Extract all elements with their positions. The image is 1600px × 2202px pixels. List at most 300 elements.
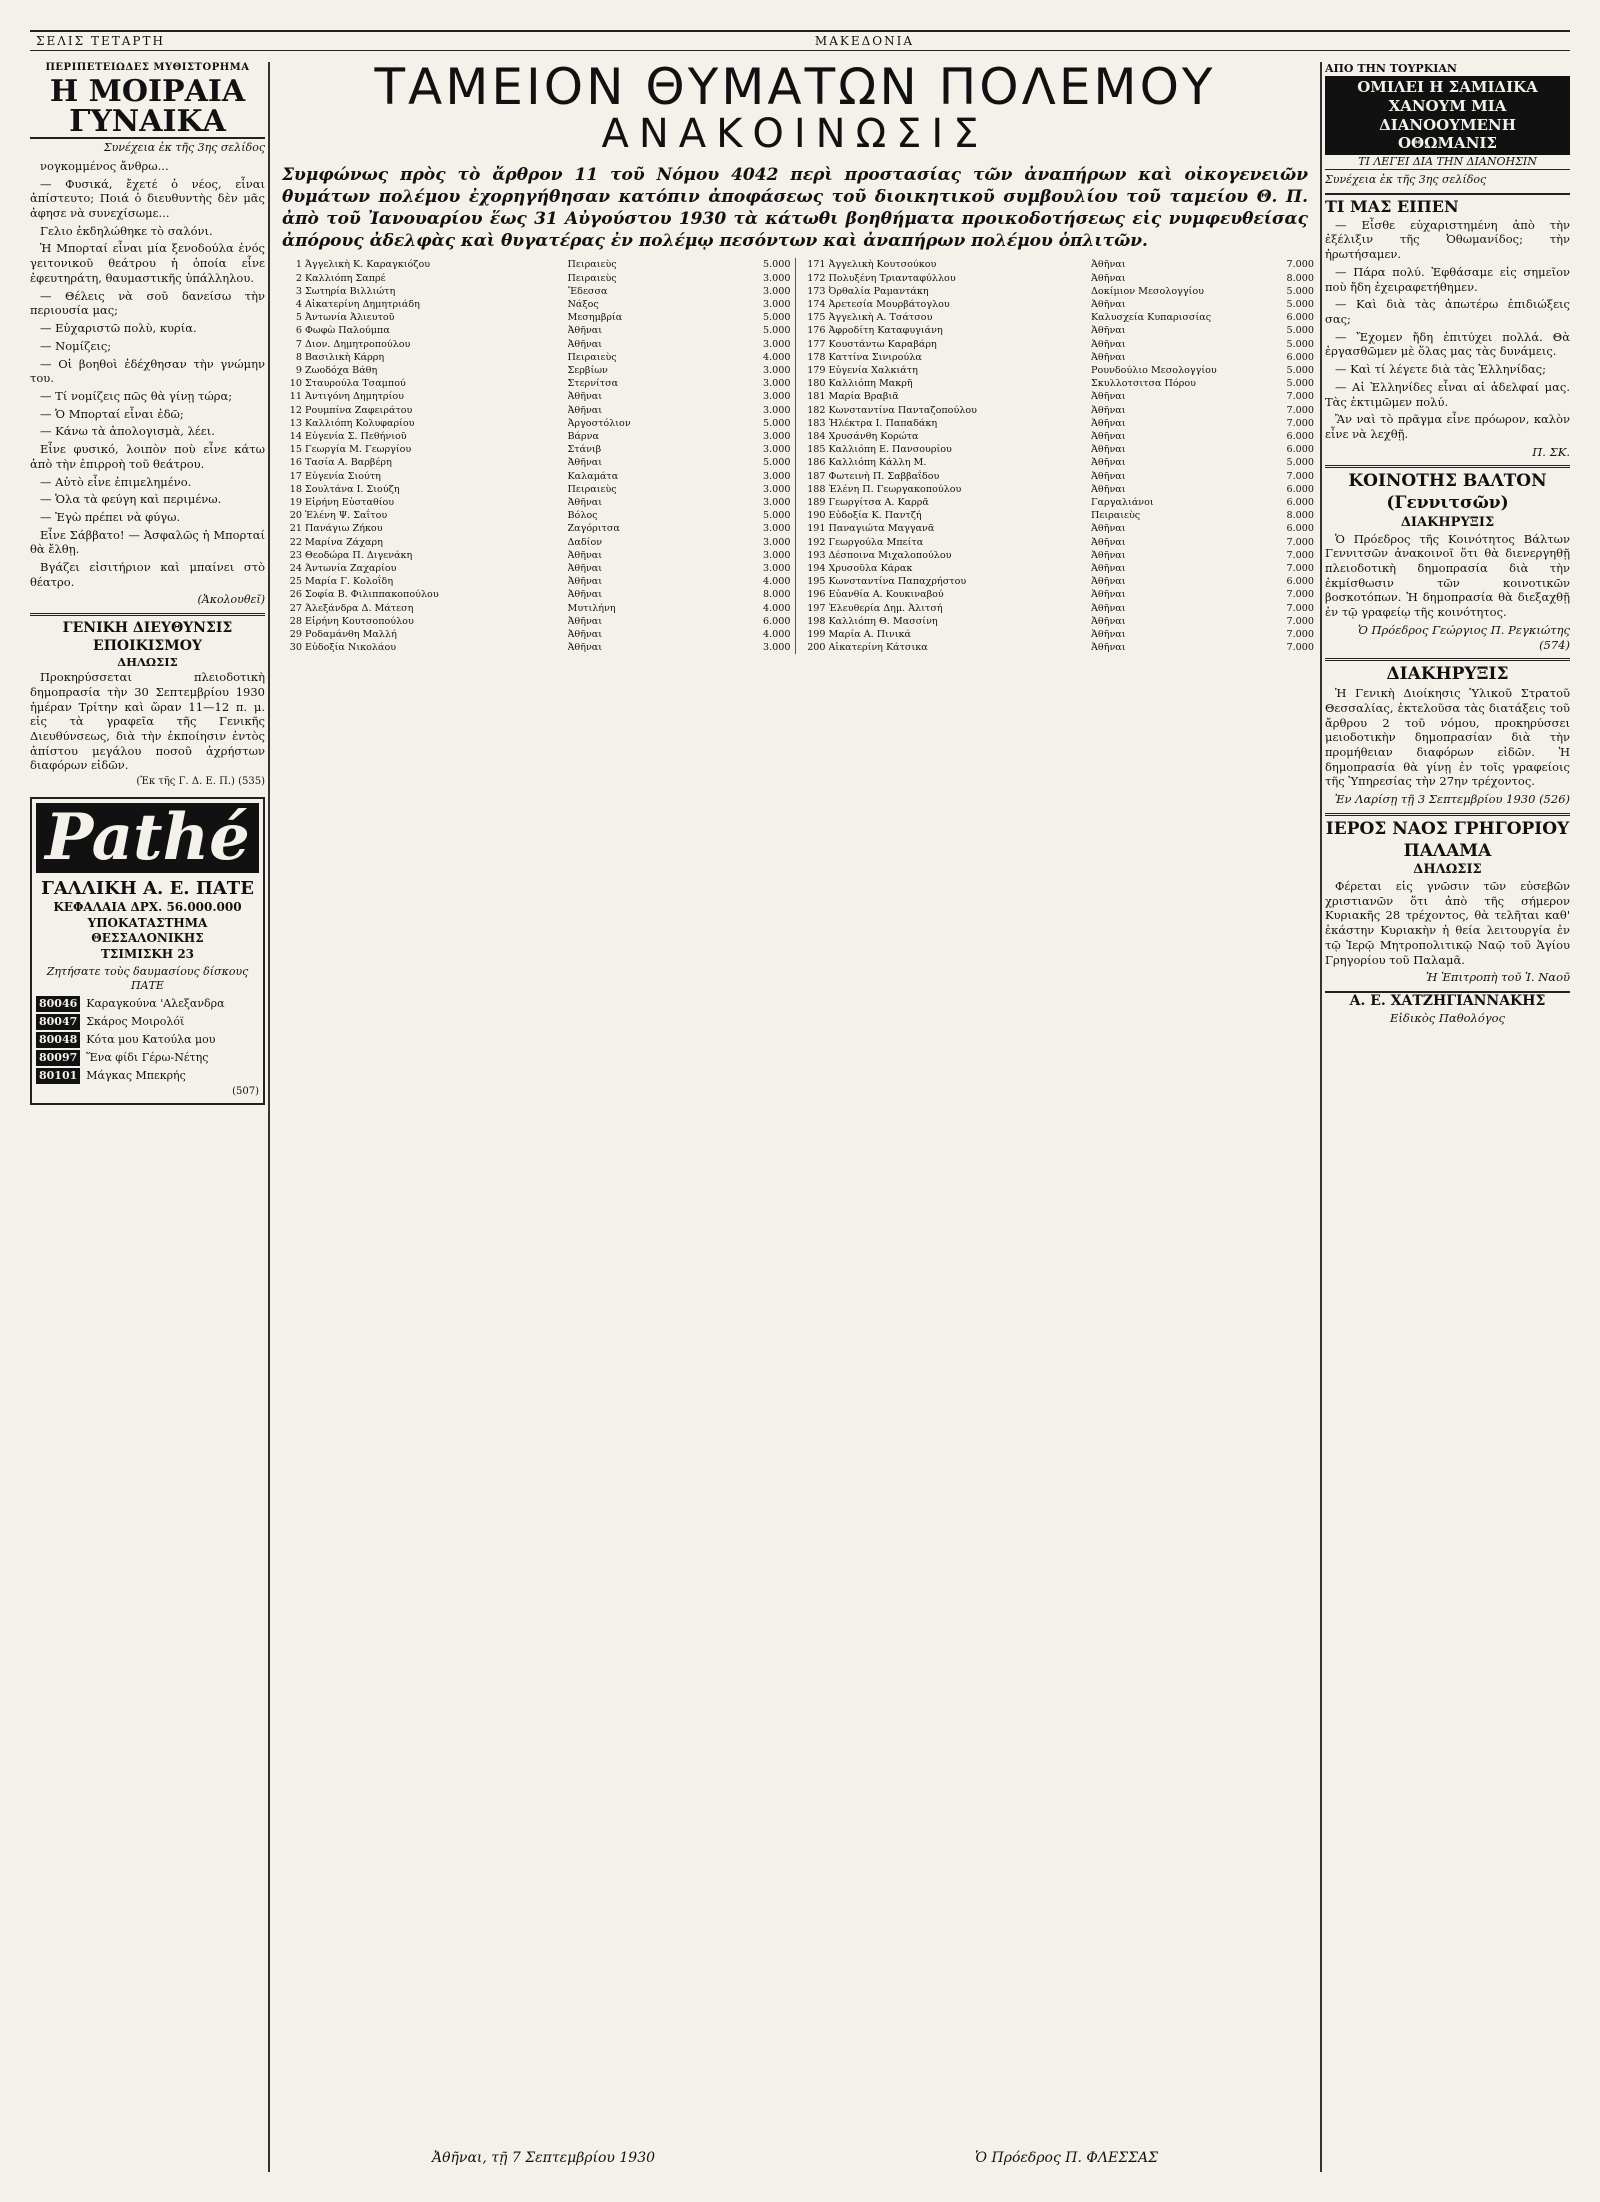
- table-row: [276, 443, 791, 456]
- row-number: 188: [807, 483, 826, 495]
- table-row: [800, 272, 1315, 285]
- beneficiary-place: Ἀθῆναι: [567, 404, 603, 416]
- beneficiary-name: Κωνσταντίνα Πανταζοπούλου: [828, 404, 977, 416]
- table-row: [800, 404, 1315, 417]
- beneficiary-amount: 6.000: [1286, 523, 1314, 535]
- notice1-text: Ὁ Πρόεδρος τῆς Κοινότητος Βάλτων Γεννιτσῶν ἀνακοινοῖ ὅτι θὰ διενεργηθῇ πλειοδοτικὴ δημοπρασία διὰ τὴν ἐκμίσθωσιν τῶν κοινοτικῶν βοσκοτόπων. Ἡ δημοπρασία θὰ διεξαχθῇ ἐν τῷ γραφείῳ τῆς κοινότητος.: [1325, 531, 1570, 620]
- row-number: 2: [295, 272, 302, 284]
- beneficiary-amount: 3.000: [763, 365, 791, 376]
- beneficiary-amount: 3.000: [763, 378, 791, 390]
- beneficiary-amount: 6.000: [1286, 431, 1314, 443]
- notice1-sub: ΔΙΑΚΗΡΥΞΙΣ: [1400, 514, 1495, 530]
- beneficiary-place: Ἀθῆναι: [1091, 444, 1126, 456]
- beneficiary-place: Πειραιεὺς: [567, 483, 617, 495]
- table-row: [800, 377, 1315, 390]
- story-paragraph: — Οἱ βοηθοὶ ἐδέχθησαν τὴν γνώμην του.: [30, 356, 265, 386]
- beneficiary-name: Δέσποινα Μιχαλοπούλου: [828, 549, 952, 561]
- beneficiary-name: Ἐλευθερία Δημ. Ἀλιτσή: [828, 602, 943, 614]
- beneficiary-place: Ἀθῆναι: [1091, 642, 1126, 654]
- notice2-sig: Ἐν Λαρίσῃ τῇ 3 Σεπτεμβρίου 1930 (526): [1334, 792, 1570, 807]
- table-row: [800, 496, 1315, 509]
- story-body: [30, 159, 265, 590]
- row-number: 189: [807, 497, 826, 509]
- beneficiary-place: Ἀθῆναι: [1091, 417, 1126, 429]
- beneficiary-name: Καλλιόπη Κολυφαρίου: [305, 417, 415, 429]
- beneficiary-amount: 5.000: [763, 510, 791, 522]
- table-row: [276, 272, 791, 285]
- beneficiary-amount: 7.000: [1286, 391, 1314, 403]
- table-row: [800, 324, 1315, 337]
- beneficiary-amount: 8.000: [1286, 510, 1314, 522]
- ad-intro: Ζητήσατε τοὺς δαυμασίους δίσκους ΠΑΤΕ: [46, 964, 249, 992]
- beneficiary-place: Ἀθῆναι: [1091, 602, 1126, 614]
- beneficiary-name: Ἀγγελικὴ Κουτσούκου: [828, 259, 937, 271]
- row-number: 29: [289, 629, 302, 641]
- table-row: [276, 496, 791, 509]
- row-number: 195: [807, 576, 826, 588]
- row-number: 179: [807, 365, 826, 376]
- beneficiary-name: Εἰρήνη Κουτσοπούλου: [305, 615, 414, 627]
- interview-paragraph: — Εἶσθε εὐχαριστημένη ἀπὸ τὴν ἐξέλιξιν τῆς Ὀθωμανίδος; τὴν ἠρωτήσαμεν.: [1325, 217, 1570, 262]
- table-row: [276, 338, 791, 351]
- row-number: 187: [807, 470, 826, 482]
- beneficiary-place: Μυτιλήνη: [567, 602, 616, 614]
- row-number: 11: [289, 391, 302, 403]
- beneficiary-amount: 3.000: [763, 470, 791, 482]
- interview-paragraph: — Καὶ τί λέγετε διὰ τὰς Ἑλληνίδας;: [1335, 362, 1546, 377]
- beneficiary-name: Καλλιόπη Σαπρέ: [305, 272, 386, 284]
- beneficiary-place: Ἀθῆναι: [567, 629, 603, 641]
- beneficiary-amount: 8.000: [1286, 272, 1314, 284]
- beneficiary-name: Χρυσάνθη Κορώτα: [828, 431, 919, 443]
- notice2-title: ΔΙΑΚΗΡΥΞΙΣ: [1325, 658, 1570, 686]
- notice-sub: ΔΗΛΩΣΙΣ: [117, 655, 178, 670]
- interview-head: ΤΙ ΜΑΣ ΕΙΠΕΝ: [1325, 193, 1570, 217]
- beneficiary-place: Ἀθῆναι: [1091, 629, 1126, 641]
- beneficiary-name: Εὐγενία Σιούτη: [305, 470, 381, 482]
- row-number: 22: [289, 536, 302, 548]
- row-number: 3: [295, 285, 302, 297]
- beneficiary-amount: 5.000: [763, 417, 791, 429]
- beneficiary-name: Πανάγιω Ζήκου: [305, 523, 383, 535]
- beneficiary-name: Ὀρθαλία Ραμαντάκη: [828, 285, 929, 297]
- beneficiary-name: Μαρία Βραβιᾶ: [828, 391, 899, 403]
- right-column: [1325, 62, 1570, 2172]
- beneficiary-amount: 5.000: [1286, 378, 1314, 390]
- notice2-text: Ἡ Γενικὴ Διοίκησις Ὑλικοῦ Στρατοῦ Θεσσαλίας, ἐκτελοῦσα τὰς διατάξεις τοῦ ἄρθρου 2 τοῦ νόμου, προκηρύσσει μειοδοτικὴν δημοπρασίαν διὰ τὴν προμήθειαν διαφόρων εἰδῶν. Ἡ δημοπρασία θὰ γίνῃ ἐν τοῖς γραφείοις τῆς Ὑπηρεσίας τὴν 27ην τρέχοντος.: [1325, 686, 1570, 789]
- beneficiary-name: Εὐγενία Χαλκιάτη: [828, 365, 918, 376]
- ad-branch: ΥΠΟΚΑΤΑΣΤΗΜΑ ΘΕΣΣΑΛΟΝΙΚΗΣ: [87, 915, 208, 946]
- table-row: [276, 602, 791, 615]
- table-row: [276, 575, 791, 588]
- table-row: [276, 615, 791, 628]
- beneficiary-name: Εὐδοξία Νικολάου: [305, 642, 397, 654]
- beneficiary-place: Πειραιεὺς: [567, 351, 617, 363]
- beneficiary-place: Ἀθῆναι: [1091, 576, 1126, 588]
- beneficiary-name: Καλλιόπη Κάλλη Μ.: [828, 457, 927, 469]
- story-paragraph: — Νομίζεις;: [40, 338, 112, 353]
- beneficiary-place: Ἀθῆναι: [1091, 325, 1126, 337]
- main-subtitle: ΑΝΑΚΟΙΝΩΣΙΣ: [601, 111, 989, 157]
- beneficiary-amount: 3.000: [763, 285, 791, 297]
- story-paragraph: — Θέλεις νὰ σοῦ δανείσω τὴν περιουσία μας;: [30, 288, 265, 318]
- beneficiary-place: Ἀθῆναι: [1091, 404, 1126, 416]
- beneficiary-place: Ἀθῆναι: [1091, 431, 1126, 443]
- row-number: 178: [807, 351, 826, 363]
- beneficiary-amount: 3.000: [763, 444, 791, 456]
- beneficiary-place: Ἀθῆναι: [1091, 483, 1126, 495]
- beneficiary-place: Καλυσχεία Κυπαρισσίας: [1091, 312, 1212, 324]
- interview-paragraph: — Πάρα πολύ. Ἐφθάσαμε εἰς σημεῖον ποὺ ἤδη ἐχειραφετήθημεν.: [1325, 264, 1570, 294]
- row-number: 25: [289, 576, 302, 588]
- beneficiary-amount: 7.000: [1286, 589, 1314, 601]
- beneficiary-place: Ἀργοστόλιον: [567, 417, 631, 429]
- notice1-sig: Ὁ Πρόεδρος Γεώργιος Π. Ρεγκιώτης (574): [1357, 622, 1570, 652]
- row-number: 30: [289, 642, 302, 654]
- table-column: [796, 258, 1319, 654]
- row-number: 13: [289, 417, 302, 429]
- beneficiary-name: Καλλιόπη Θ. Μασσίνη: [828, 615, 938, 627]
- beneficiary-place: Βόλος: [567, 510, 598, 522]
- table-row: [800, 390, 1315, 403]
- beneficiary-amount: 5.000: [763, 312, 791, 324]
- beneficiary-name: Σωτηρία Βιλλιώτη: [305, 285, 396, 297]
- beneficiary-name: Διον. Δημητροπούλου: [305, 338, 411, 350]
- beneficiary-amount: 6.000: [1286, 444, 1314, 456]
- beneficiary-place: Σερβίων: [567, 365, 608, 376]
- table-row: [276, 522, 791, 535]
- beneficiary-amount: 5.000: [763, 457, 791, 469]
- story-paragraph: — Ὁλα τὰ φεύγη καὶ περιμένω.: [40, 492, 222, 507]
- beneficiary-place: Μεσημβρία: [567, 312, 623, 324]
- row-number: 18: [289, 483, 302, 495]
- beneficiary-amount: 6.000: [763, 615, 791, 627]
- beneficiary-amount: 7.000: [1286, 615, 1314, 627]
- beneficiary-amount: 7.000: [1286, 404, 1314, 416]
- row-number: 196: [807, 589, 826, 601]
- beneficiary-name: Καλλιόπη Ε. Πανσουρίου: [828, 444, 952, 456]
- beneficiary-place: Πειραιεὺς: [567, 259, 617, 271]
- table-row: [800, 588, 1315, 601]
- beneficiary-name: Καλλιόπη Μακρῆ: [828, 378, 913, 390]
- record-code: 80097: [36, 1050, 80, 1066]
- beneficiary-place: Ἀθῆναι: [1091, 470, 1126, 482]
- beneficiary-place: Ἀθῆναι: [567, 576, 603, 588]
- row-number: 4: [295, 298, 302, 310]
- row-number: 176: [807, 325, 826, 337]
- row-number: 7: [295, 338, 302, 350]
- row-number: 171: [807, 259, 826, 271]
- beneficiary-table: [272, 258, 1318, 654]
- row-number: 194: [807, 563, 826, 575]
- story-headline: Η ΜΟΙΡΑΙΑ ΓΥΝΑΙΚΑ: [30, 77, 265, 139]
- table-row: [276, 430, 791, 443]
- beneficiary-amount: 3.000: [763, 404, 791, 416]
- beneficiary-name: Ἀντωνία Ζαχαρίου: [305, 563, 397, 575]
- table-row: [276, 258, 791, 271]
- table-row: [800, 456, 1315, 469]
- row-number: 19: [289, 497, 302, 509]
- notice3-sig: Ἡ Ἐπιτροπὴ τοῦ Ἱ. Ναοῦ: [1426, 970, 1570, 985]
- beneficiary-place: Ἀθῆναι: [1091, 391, 1126, 403]
- row-number: 20: [289, 510, 302, 522]
- beneficiary-amount: 3.000: [763, 391, 791, 403]
- beneficiary-place: Ζαγόριτσα: [567, 523, 620, 535]
- beneficiary-amount: 7.000: [1286, 629, 1314, 641]
- story-paragraph: Εἶνε φυσικό, λοιπὸν ποὺ εἶνε κάτω ἀπὸ τὴν ἐπιρροὴ τοῦ θεάτρου.: [30, 442, 265, 471]
- beneficiary-amount: 3.000: [763, 523, 791, 535]
- card-line: Εἰδικὸς Παθολόγος: [1390, 1010, 1505, 1025]
- beneficiary-amount: 4.000: [763, 602, 791, 614]
- row-number: 191: [807, 523, 826, 535]
- row-number: 27: [289, 602, 302, 614]
- left-column: [30, 62, 265, 2172]
- beneficiary-place: Καλαμάτα: [567, 470, 619, 482]
- beneficiary-place: Πειραιεὺς: [1091, 510, 1141, 522]
- story-kicker: ΠΕΡΙΠΕΤΕΙΩΔΕΣ ΜΥΘΙΣΤΟΡΗΜΑ: [45, 62, 250, 73]
- interview-paragraph: — Αἱ Ἑλληνίδες εἶναι αἱ ἀδελφαί μας. Τὰς ἐκτιμῶμεν πολύ.: [1325, 379, 1570, 409]
- record-title: Καραγκούνα 'Αλεξανδρα: [86, 997, 225, 1011]
- notice-title: ΓΕΝΙΚΗ ΔΙΕΥΘΥΝΣΙΣ ΕΠΟΙΚΙΣΜΟΥ: [30, 613, 265, 656]
- pathe-logo: Pathé: [36, 803, 259, 873]
- beneficiary-name: Ἀλεξάνδρα Δ. Μάτεση: [305, 602, 414, 614]
- row-number: 9: [295, 365, 302, 376]
- beneficiary-name: Παναγιώτα Μαγγανᾶ: [828, 523, 935, 535]
- row-number: 21: [289, 523, 302, 535]
- interview-paragraph: — Καὶ διὰ τὰς ἀπωτέρω ἐπιδιώξεις σας;: [1325, 297, 1570, 327]
- notice3-title: ΙΕΡΟΣ ΝΑΟΣ ΓΡΗΓΟΡΙΟΥ ΠΑΛΑΜΑ: [1325, 813, 1570, 863]
- table-row: [276, 351, 791, 364]
- ad-store-row: [36, 1050, 259, 1066]
- beneficiary-place: Ἀθῆναι: [1091, 589, 1126, 601]
- table-row: [276, 641, 791, 654]
- beneficiary-amount: 5.000: [1286, 457, 1314, 469]
- row-number: 182: [807, 404, 826, 416]
- row-number: 173: [807, 285, 826, 297]
- beneficiary-name: Ρουμπίνα Ζαφειράτου: [305, 404, 413, 416]
- beneficiary-name: Ροδαμάνθη Μαλλή: [305, 629, 397, 641]
- beneficiary-amount: 7.000: [1286, 470, 1314, 482]
- beneficiary-amount: 6.000: [1286, 483, 1314, 495]
- record-title: Σκάρος Μοιρολόϊ: [86, 1015, 185, 1029]
- table-row: [800, 575, 1315, 588]
- row-number: 28: [289, 615, 302, 627]
- beneficiary-name: Γεωργούλα Μπείτα: [828, 536, 924, 548]
- story-paragraph: — Τί νομίζεις πῶς θὰ γίνῃ τώρα;: [40, 388, 233, 403]
- right-sub: ΤΙ ΛΕΓΕΙ ΔΙΑ ΤΗΝ ΔΙΑΝΟΗΣΙΝ: [1325, 155, 1570, 170]
- beneficiary-place: Ἀθῆναι: [1091, 523, 1126, 535]
- table-row: [800, 470, 1315, 483]
- row-number: 172: [807, 272, 826, 284]
- row-number: 190: [807, 510, 826, 522]
- masthead: [30, 30, 1570, 51]
- row-number: 184: [807, 431, 826, 443]
- interview-paragraph: — Ἔχομεν ἤδη ἐπιτύχει πολλά. Θὰ ἐργασθῶμεν μὲ ὅλας μας τὰς δυνάμεις.: [1325, 329, 1570, 359]
- table-row: [800, 258, 1315, 271]
- beneficiary-amount: 3.000: [763, 431, 791, 443]
- ad-store-row: [36, 1032, 259, 1048]
- beneficiary-name: Φωφὼ Παλούμπα: [305, 325, 390, 337]
- table-row: [276, 628, 791, 641]
- beneficiary-place: Ἀθῆναι: [567, 615, 603, 627]
- row-number: 8: [295, 351, 302, 363]
- beneficiary-amount: 5.000: [1286, 325, 1314, 337]
- table-row: [800, 417, 1315, 430]
- beneficiary-name: Μαρία Α. Πινικά: [828, 629, 911, 641]
- table-row: [276, 417, 791, 430]
- beneficiary-name: Εὐδοξία Κ. Παντζή: [828, 510, 922, 522]
- beneficiary-place: Ἀθῆναι: [1091, 563, 1126, 575]
- table-row: [800, 522, 1315, 535]
- row-number: 174: [807, 298, 826, 310]
- beneficiary-name: Γεωργία Μ. Γεωργίου: [305, 444, 412, 456]
- table-row: [276, 470, 791, 483]
- row-number: 15: [289, 444, 302, 456]
- table-row: [276, 549, 791, 562]
- beneficiary-amount: 7.000: [1286, 259, 1314, 271]
- beneficiary-name: Ζωοδόχα Βάθη: [305, 365, 378, 376]
- table-column: [272, 258, 796, 654]
- beneficiary-name: Ἑλένη Ψ. Σαΐτου: [305, 510, 388, 522]
- row-number: 24: [289, 563, 302, 575]
- beneficiary-name: Ἀντιγόνη Δημητρίου: [305, 391, 404, 403]
- beneficiary-name: Μαρία Γ. Κολοΐδη: [305, 576, 394, 588]
- main-title: ΤΑΜΕΙΟΝ ΘΥΜΑΤΩΝ ΠΟΛΕΜΟΥ: [374, 62, 1216, 116]
- table-row: [276, 562, 791, 575]
- beneficiary-place: Ἀθῆναι: [567, 563, 603, 575]
- masthead-paper: ΜΑΚΕΔΟΝΙΑ: [809, 34, 920, 48]
- row-number: 197: [807, 602, 826, 614]
- beneficiary-place: Δαδίον: [567, 536, 603, 548]
- beneficiary-name: Γεωργίτσα Α. Καρρᾶ: [828, 497, 929, 509]
- story-paragraph: Βγάζει εἰσιτήριον καὶ μπαίνει στὸ θέατρο.: [30, 560, 265, 589]
- beneficiary-amount: 6.000: [1286, 312, 1314, 324]
- ad-address: ΤΣΙΜΙΣΚΗ 23: [100, 946, 195, 961]
- beneficiary-place: Ἀθῆναι: [1091, 457, 1126, 469]
- beneficiary-place: Στερνίτσα: [567, 378, 619, 390]
- record-title: Κότα μου Κατούλα μου: [86, 1033, 216, 1047]
- table-row: [800, 298, 1315, 311]
- ad-store-list: [36, 996, 259, 1084]
- story-paragraph: — Ἐγὼ πρέπει νὰ φύγω.: [40, 509, 181, 524]
- table-row: [276, 588, 791, 601]
- beneficiary-amount: 3.000: [763, 483, 791, 495]
- beneficiary-name: Αἰκατερίνη Δημητριάδη: [305, 298, 420, 310]
- beneficiary-name: Αἰκατερίνη Κάτσικα: [828, 642, 928, 654]
- row-number: 177: [807, 338, 826, 350]
- table-row: [800, 562, 1315, 575]
- row-number: 180: [807, 378, 826, 390]
- interview-body: [1325, 218, 1570, 442]
- beneficiary-name: Εὐανθία Α. Κουκιναβού: [828, 589, 944, 601]
- beneficiary-name: Μαρίνα Ζάχαρη: [305, 536, 383, 548]
- beneficiary-amount: 7.000: [1286, 642, 1314, 654]
- beneficiary-amount: 6.000: [1286, 351, 1314, 363]
- story-paragraph: — Εὐχαριστῶ πολὺ, κυρία.: [40, 321, 197, 336]
- story-paragraph: Γελιο ἐκδηλώθηκε τὸ σαλόνι.: [40, 223, 213, 238]
- row-number: 185: [807, 444, 826, 456]
- beneficiary-amount: 7.000: [1286, 417, 1314, 429]
- table-row: [800, 549, 1315, 562]
- beneficiary-name: Ἠλέκτρα Ι. Παπαδάκη: [828, 417, 938, 429]
- row-number: 192: [807, 536, 826, 548]
- interview-sig: Π. ΣΚ.: [1532, 444, 1570, 459]
- record-title: Μάγκας Μπεκρής: [86, 1069, 186, 1083]
- beneficiary-place: Ἀθῆναι: [567, 497, 603, 509]
- footer-signature: Ὁ Πρόεδρος Π. ΦΛΕΣΣΑΣ: [975, 2150, 1158, 2166]
- beneficiary-name: Ἑλένη Π. Γεωργακοπούλου: [828, 483, 962, 495]
- table-row: [800, 311, 1315, 324]
- notice-sig: (Ἐκ τῆς Γ. Δ. Ε. Π.) (535): [136, 776, 265, 788]
- beneficiary-amount: 7.000: [1286, 563, 1314, 575]
- beneficiary-place: Ἀθῆναι: [1091, 259, 1126, 271]
- beneficiary-amount: 7.000: [1286, 536, 1314, 548]
- row-number: 199: [807, 629, 826, 641]
- beneficiary-place: Ἀθῆναι: [1091, 272, 1126, 284]
- beneficiary-amount: 4.000: [763, 576, 791, 588]
- main-footer: [272, 2150, 1318, 2166]
- beneficiary-place: Δοκίμιον Μεσολογγίου: [1091, 285, 1204, 297]
- beneficiary-name: Ἀρετεσία Μουρβάτογλου: [828, 298, 950, 310]
- beneficiary-amount: 5.000: [1286, 365, 1314, 376]
- record-code: 80046: [36, 996, 80, 1012]
- beneficiary-amount: 3.000: [763, 642, 791, 654]
- notice3-sub: ΔΗΛΩΣΙΣ: [1413, 862, 1482, 878]
- story-paragraph: — Φυσικά, ἔχετέ ὁ νέος, εἶναι ἀπίστευτο; Ποιά ὁ διευθυντὴς δὲν μᾶς ἀφησε νὰ συνεχίσωμε...: [30, 176, 265, 221]
- beneficiary-amount: 6.000: [1286, 576, 1314, 588]
- beneficiary-place: Βάρνα: [567, 431, 599, 443]
- column-rule: [268, 62, 270, 2172]
- row-number: 6: [295, 325, 302, 337]
- beneficiary-amount: 3.000: [763, 272, 791, 284]
- beneficiary-name: Ἀγγελικὴ Α. Τσάτσου: [828, 312, 933, 324]
- table-row: [800, 338, 1315, 351]
- table-row: [800, 641, 1315, 654]
- beneficiary-amount: 3.000: [763, 497, 791, 509]
- beneficiary-place: Ἀθῆναι: [1091, 351, 1126, 363]
- beneficiary-name: Καττίνα Σινιρούλα: [828, 351, 922, 363]
- ad-title: ΓΑΛΛΙΚΗ Α. Ε. ΠΑΤΕ: [41, 878, 254, 900]
- card-name: Α. Ε. ΧΑΤΖΗΓΙΑΝΝΑΚΗΣ: [1325, 991, 1570, 1011]
- beneficiary-name: Τασία Α. Βαρβέρη: [305, 457, 392, 469]
- ad-store-row: [36, 1014, 259, 1030]
- right-kicker: ΑΠΟ ΤΗΝ ΤΟΥΡΚΙΑΝ: [1325, 62, 1457, 75]
- story-paragraph: Εἶνε Σάββατο! — Ἀσφαλῶς ἡ Μπορταί θὰ ἔλθῃ.: [30, 527, 265, 557]
- table-row: [800, 351, 1315, 364]
- story-paragraph: — Ὁ Μπορταί εἶναι ἐδῶ;: [40, 406, 184, 421]
- table-row: [276, 324, 791, 337]
- beneficiary-place: Ἀθῆναι: [567, 642, 603, 654]
- row-number: 14: [289, 431, 302, 443]
- beneficiary-amount: 4.000: [763, 629, 791, 641]
- beneficiary-amount: 3.000: [763, 563, 791, 575]
- row-number: 198: [807, 615, 826, 627]
- table-row: [276, 377, 791, 390]
- beneficiary-name: Κωνσταντίνα Παπαχρήστου: [828, 576, 967, 588]
- footer-date: Ἀθῆναι, τῇ 7 Σεπτεμβρίου 1930: [432, 2150, 656, 2166]
- table-row: [800, 628, 1315, 641]
- beneficiary-place: Ἀθῆναι: [567, 391, 603, 403]
- table-row: [800, 285, 1315, 298]
- story-continued-end: (Ἀκολουθεῖ): [197, 592, 265, 606]
- table-row: [276, 483, 791, 496]
- beneficiary-place: Ἀθῆναι: [1091, 338, 1126, 350]
- right-headline: ΟΜΙΛΕΙ Η ΣΑΜΙΔΙΚΑ ΧΑΝΟΥΜ ΜΙΑ ΔΙΑΝΟΟΥΜΕΝΗ ΟΘΩΜΑΝΙΣ: [1325, 76, 1570, 155]
- beneficiary-place: Πειραιεὺς: [567, 272, 617, 284]
- beneficiary-amount: 3.000: [763, 549, 791, 561]
- right-continued: Συνέχεια ἐκ τῆς 3ης σελίδος: [1325, 173, 1487, 187]
- beneficiary-amount: 5.000: [1286, 298, 1314, 310]
